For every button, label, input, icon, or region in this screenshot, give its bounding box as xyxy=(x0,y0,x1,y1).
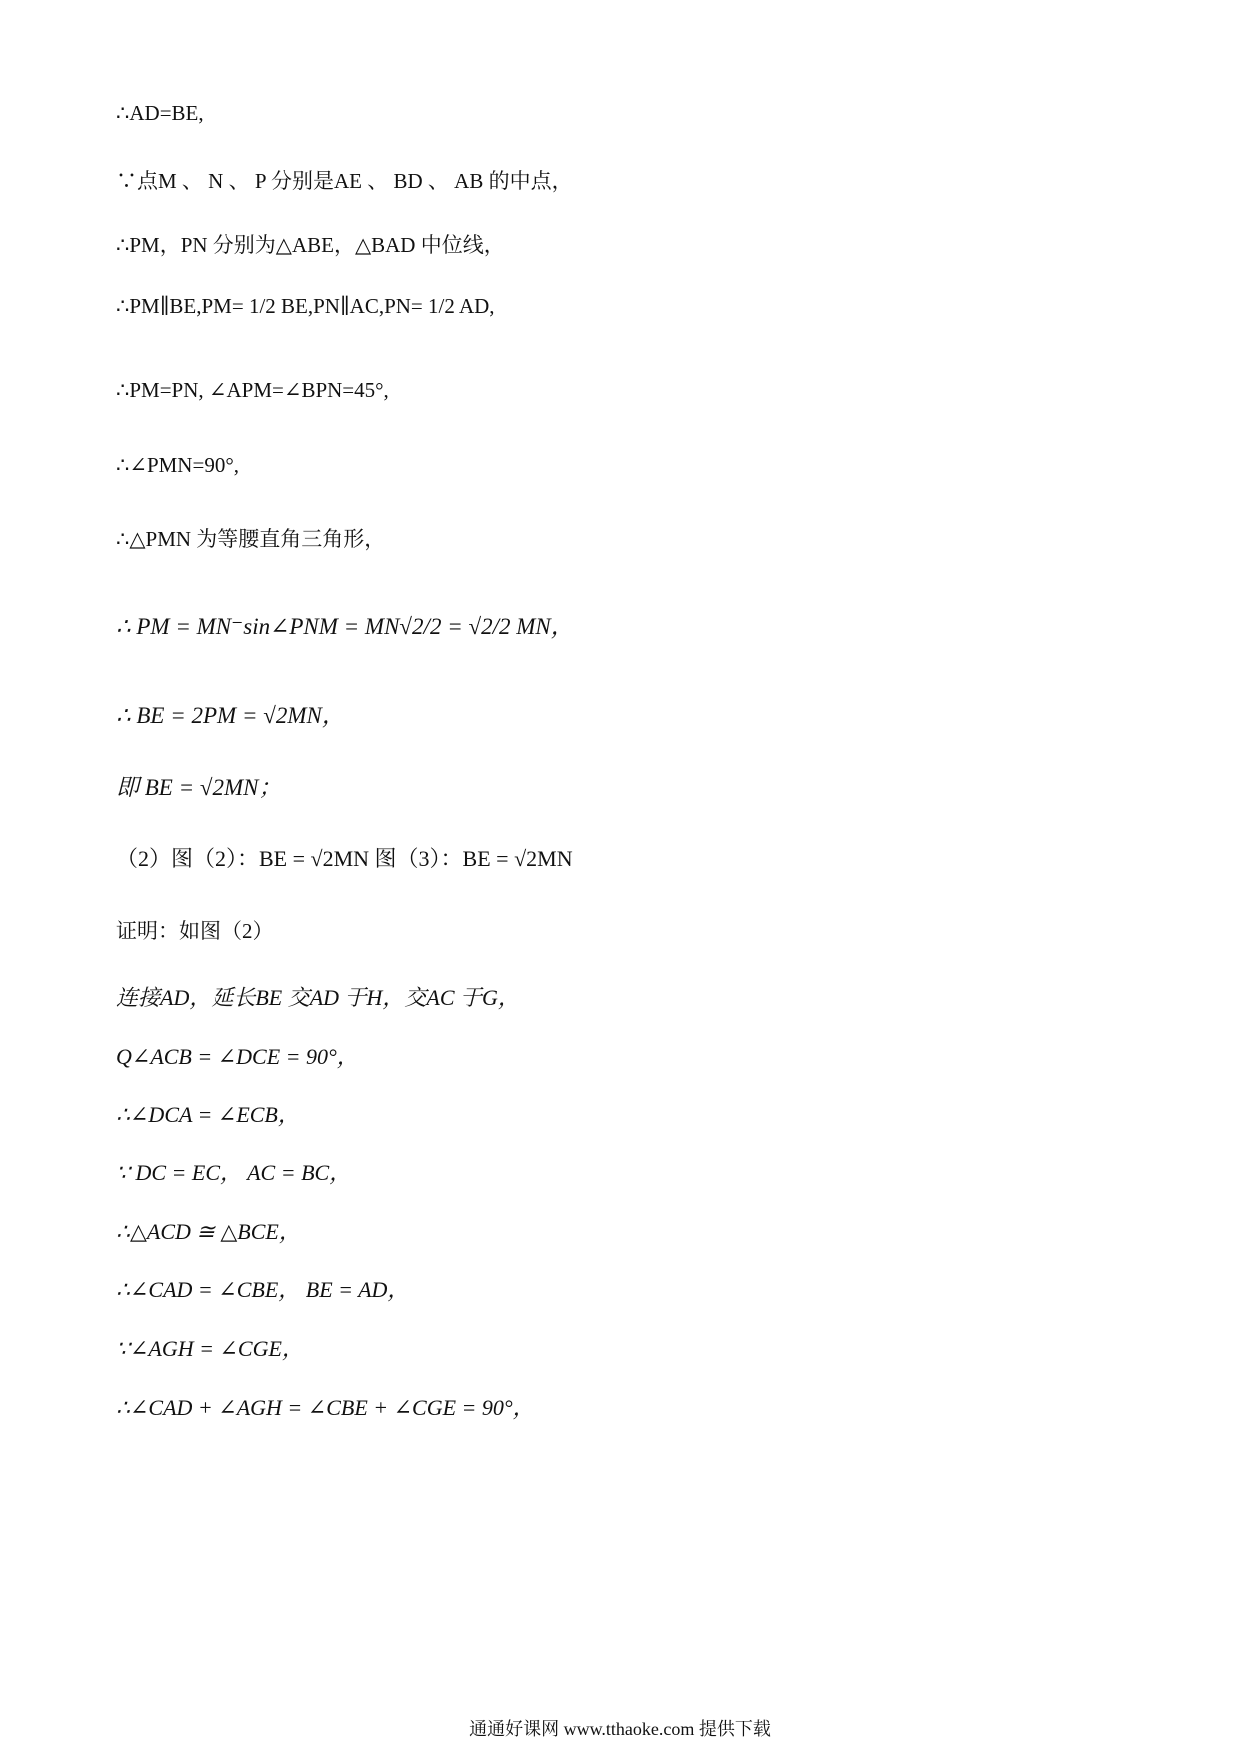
proof-line-13: 连接AD，延长BE 交AD 于H，交AC 于G， xyxy=(116,985,520,1010)
proof-line-7: ∴△PMN 为等腰直角三角形， xyxy=(116,527,386,551)
proof-line-8: ∴ PM = MN⁻sin∠PNM = MN√2/2 = √2/2 MN， xyxy=(116,614,574,639)
proof-line-10: 即 BE = √2MN； xyxy=(116,775,282,800)
proof-line-5: ∴PM=PN, ∠APM=∠BPN=45°, xyxy=(116,378,389,402)
proof-line-14: Q∠ACB = ∠DCE = 90°， xyxy=(116,1044,359,1069)
proof-line-20: ∴∠CAD + ∠AGH = ∠CBE + ∠CGE = 90°， xyxy=(116,1395,535,1420)
proof-line-17: ∴△ACD ≅ △BCE， xyxy=(116,1219,301,1244)
proof-line-11: （2）图（2）：BE = √2MN 图（3）：BE = √2MN xyxy=(116,846,573,871)
proof-line-16: ∵ DC = EC， AC = BC， xyxy=(116,1160,352,1185)
proof-line-3: ∴PM，PN 分别为△ABE，△BAD 中位线， xyxy=(116,233,505,257)
proof-line-18: ∴∠CAD = ∠CBE， BE = AD， xyxy=(116,1277,410,1302)
proof-line-12: 证明：如图（2） xyxy=(116,919,274,943)
page-footer: 通通好课网 www.tthaoke.com 提供下载 xyxy=(469,1719,771,1739)
proof-line-9: ∴ BE = 2PM = √2MN， xyxy=(116,703,345,728)
parallel-statement: ∴PM∥BE,PM= 1/2 BE,PN∥AC,PN= 1/2 AD, xyxy=(116,294,495,318)
midpoint-statement: ∵点M 、 N 、 P 分别是AE 、 BD 、 AB 的中点， xyxy=(116,169,573,193)
proof-line-6: ∴∠PMN=90°, xyxy=(116,453,239,477)
proof-line-15: ∴∠DCA = ∠ECB， xyxy=(116,1102,300,1127)
proof-line-19: ∵∠AGH = ∠CGE， xyxy=(116,1336,304,1361)
proof-line-1: ∴AD=BE, xyxy=(116,101,204,125)
proof-line-2 xyxy=(116,171,573,192)
proof-line-4 xyxy=(116,296,495,317)
